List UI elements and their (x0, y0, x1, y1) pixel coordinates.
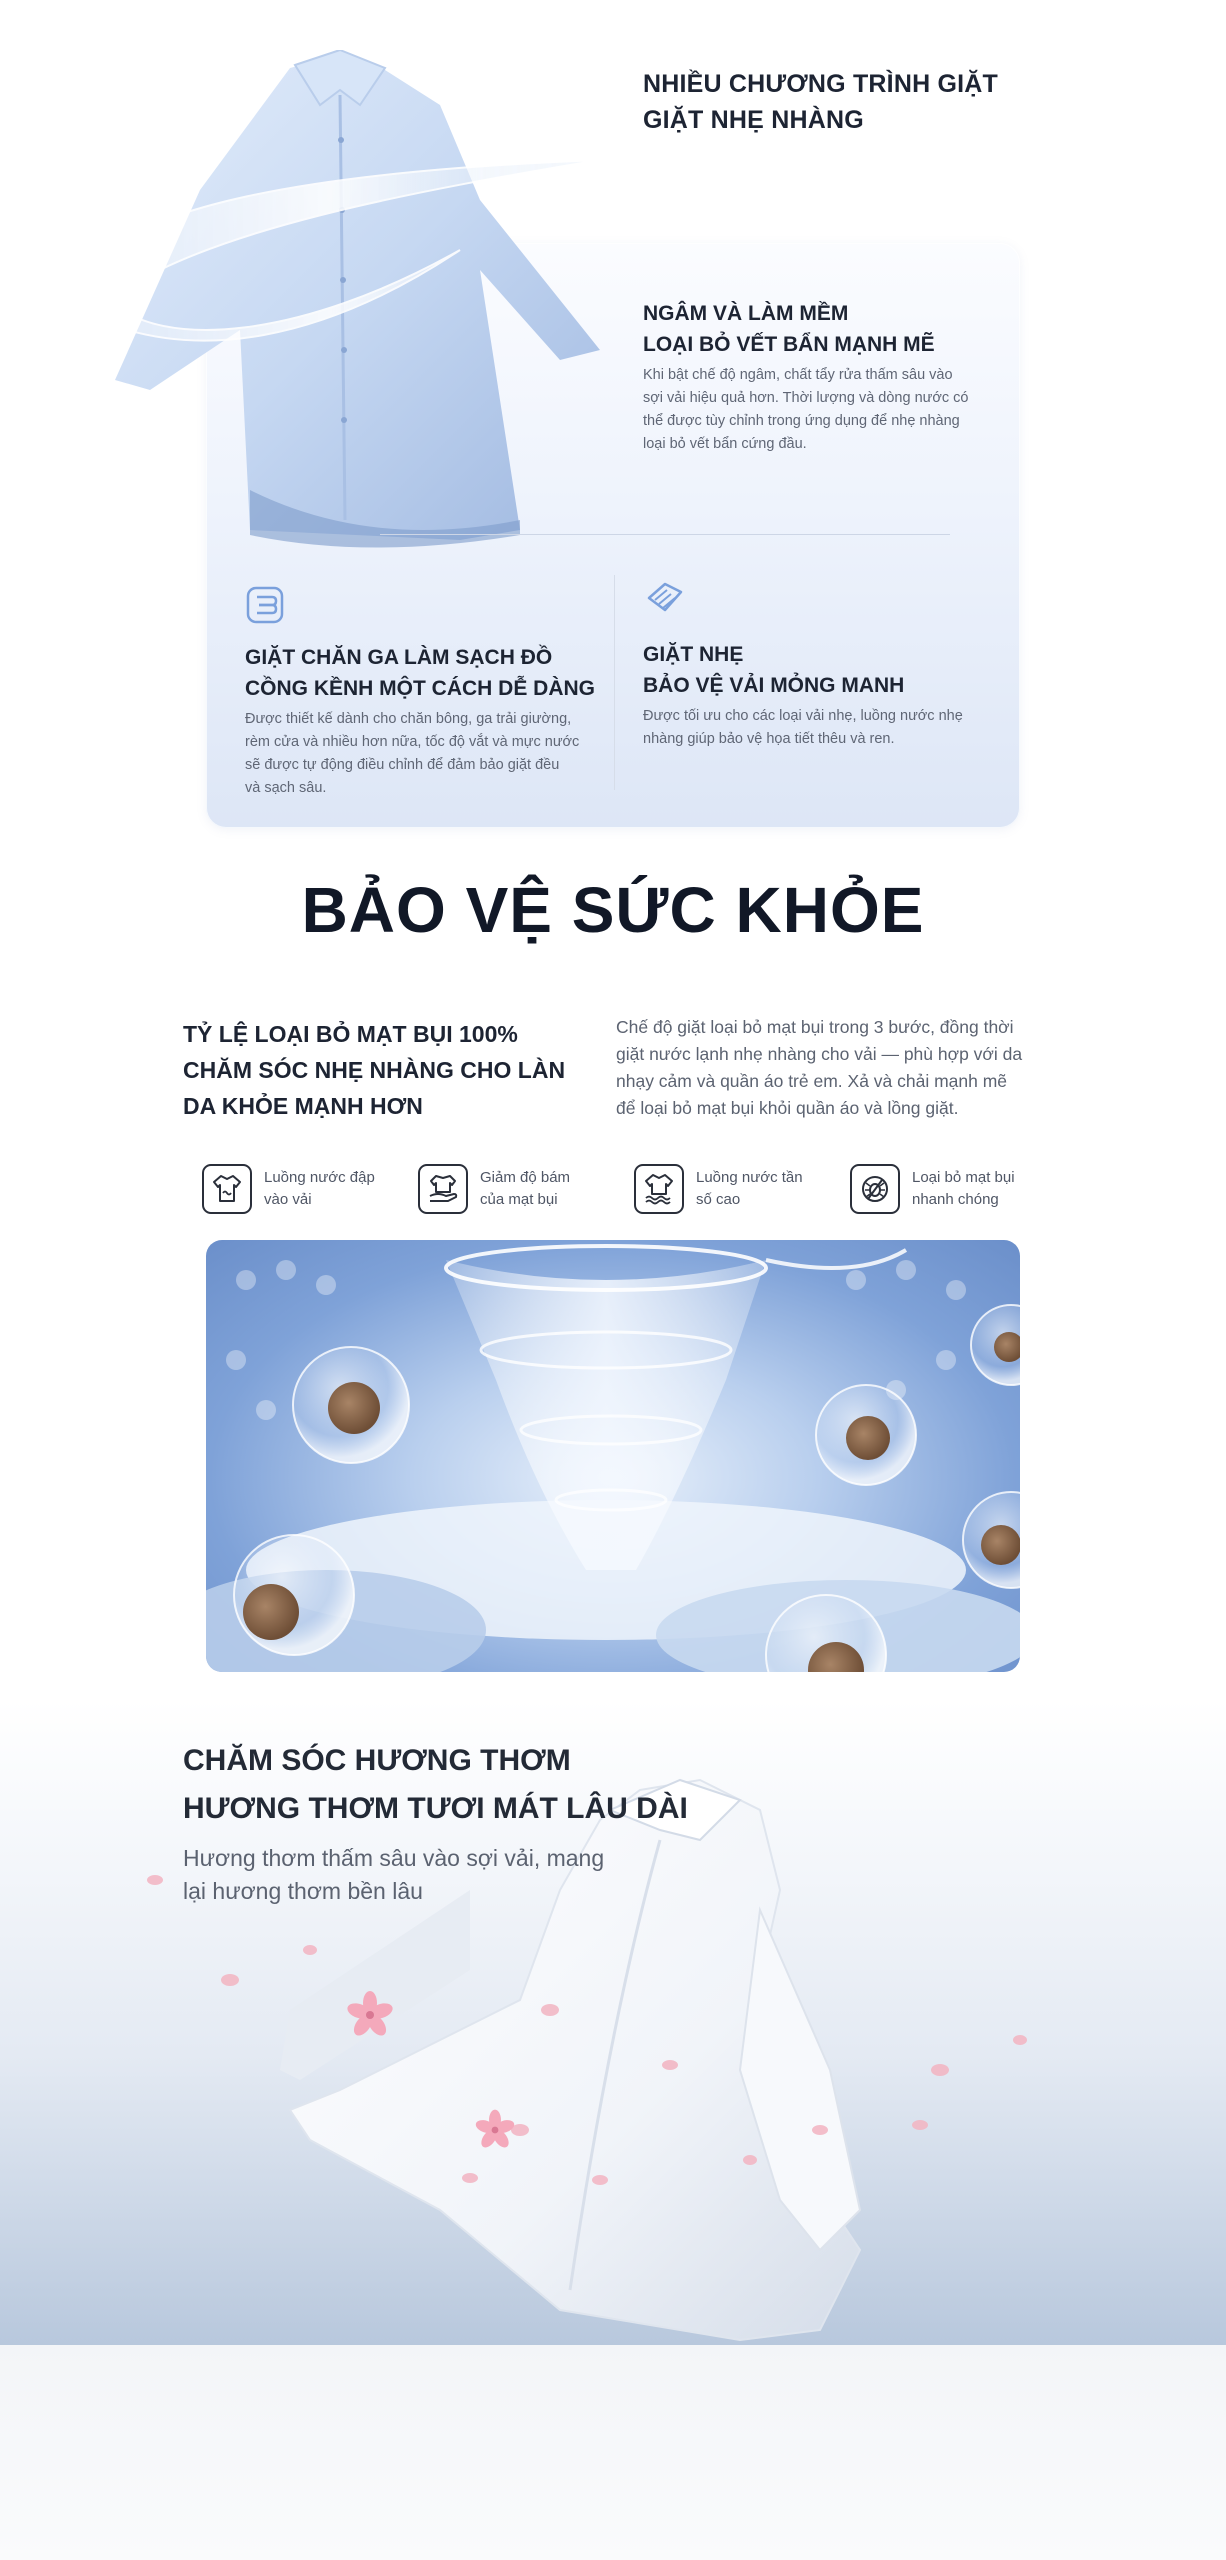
health-feature-label (264, 1167, 375, 1211)
page-footer-space (0, 2345, 1226, 2560)
health-feature-label-line1: Loại bỏ mạt bụi (912, 1169, 1015, 1186)
delicate-fabric-icon (643, 578, 687, 622)
dust-mite-bubble (234, 1535, 354, 1655)
health-feature-label-line1: Giảm độ bám (480, 1169, 571, 1186)
programs-title-line2: GIẶT NHẸ NHÀNG (643, 106, 864, 134)
bulky-heading-line2: CỒNG KỀNH MỘT CÁCH DỄ DÀNG (245, 677, 595, 700)
bulky-description-line1: Được thiết kế dành cho chăn bông, ga trải giường, (245, 711, 572, 727)
bulky-description-line3: sẽ được tự động điều chỉnh để đảm bảo giặt đều (245, 757, 560, 773)
health-feature-label-line2: số cao (696, 1191, 741, 1208)
water-vortex-dust-mite-image (206, 1240, 1020, 1672)
bulky-heading-line1: GIẶT CHĂN GA LÀM SẠCH ĐỒ (245, 646, 553, 669)
health-feature-label (696, 1167, 803, 1211)
health-description-line2: giặt nước lạnh nhẹ nhàng cho vải — phù hợp với da (616, 1044, 1023, 1064)
delicate-description (643, 705, 1013, 751)
bulky-description-line2: rèm cửa và nhiều hơn nữa, tốc độ vắt và mực nước (245, 734, 580, 750)
health-feature-label-line1: Luồng nước đập (264, 1169, 375, 1186)
soak-heading-line2: LOẠI BỎ VẾT BẨN MẠNH MẼ (643, 333, 935, 356)
delicate-description-line2: nhàng giúp bảo vệ họa tiết thêu và ren. (643, 731, 895, 747)
health-feature-label-line2: nhanh chóng (912, 1191, 999, 1208)
bulky-description (245, 708, 615, 800)
delicate-heading-line2: BẢO VỆ VẢI MỎNG MANH (643, 674, 905, 697)
dust-mite-bubble (963, 1492, 1020, 1588)
fragrance-description-line1: Hương thơm thấm sâu vào sợi vải, mang (183, 1845, 605, 1871)
fragrance-heading (183, 1737, 743, 1833)
health-description-line1: Chế độ giặt loại bỏ mạt bụi trong 3 bước, đồng thời (616, 1017, 1014, 1037)
delicate-description-line1: Được tối ưu cho các loại vải nhẹ, luồng nước nhẹ (643, 708, 963, 724)
bulky-feature (245, 585, 615, 800)
dust-mite-bubble (816, 1385, 916, 1485)
soak-description-line3: thể được tùy chỉnh trong ứng dụng để nhẹ nhàng (643, 413, 960, 429)
health-feature-label (912, 1167, 1015, 1211)
dust-mite-bubble (293, 1347, 409, 1463)
hand-wash-icon (418, 1164, 468, 1214)
blue-shirt-water-splash-image (40, 50, 680, 570)
health-heading-line3: DA KHỎE MẠNH HƠN (183, 1093, 423, 1119)
health-feature-label (480, 1167, 570, 1211)
soak-description-line4: loại bỏ vết bẩn cứng đầu. (643, 436, 807, 452)
health-heading (183, 1016, 603, 1124)
health-description-line3: nhạy cảm và quần áo trẻ em. Xả và chải mạnh mẽ (616, 1071, 1008, 1091)
health-section-title: BẢO VỆ SỨC KHỎE (301, 874, 925, 946)
fragrance-heading-line1: CHĂM SÓC HƯƠNG THƠM (183, 1744, 571, 1777)
soak-heading-line1: NGÂM VÀ LÀM MỀM (643, 302, 849, 325)
health-feature-label-line2: vào vải (264, 1191, 312, 1208)
health-feature-item (634, 1159, 850, 1219)
fragrance-description (183, 1842, 683, 1908)
shirt-water-icon (202, 1164, 252, 1214)
bulky-wash-icon (245, 585, 285, 625)
card-divider (380, 534, 950, 535)
bulky-description-line4: và sạch sâu. (245, 780, 327, 796)
soak-description (643, 364, 1023, 456)
soak-description-line1: Khi bật chế độ ngâm, chất tẩy rửa thấm sâu vào (643, 367, 953, 383)
health-feature-label-line2: của mạt bụi (480, 1191, 558, 1208)
health-feature-item (202, 1159, 418, 1219)
health-feature-item (850, 1159, 1032, 1219)
soak-feature (643, 298, 1023, 456)
fragrance-heading-line2: HƯƠNG THƠM TƯƠI MÁT LÂU DÀI (183, 1792, 688, 1825)
delicate-feature (643, 578, 1013, 751)
programs-title (643, 66, 1063, 138)
shirt-high-frequency-icon (634, 1164, 684, 1214)
health-description (616, 1014, 1066, 1122)
delicate-heading-line1: GIẶT NHẸ (643, 643, 744, 666)
health-feature-item (418, 1159, 634, 1219)
health-feature-label-line1: Luồng nước tần (696, 1169, 803, 1186)
water-vortex-illustration (206, 1240, 1020, 1672)
health-heading-line2: CHĂM SÓC NHẸ NHÀNG CHO LÀN (183, 1057, 566, 1083)
fragrance-description-line2: lại hương thơm bền lâu (183, 1878, 423, 1904)
mite-removal-icon (850, 1164, 900, 1214)
health-description-line4: để loại bỏ mạt bụi khỏi quần áo và lồng giặt. (616, 1098, 959, 1118)
health-heading-line1: TỶ LỆ LOẠI BỎ MẠT BỤI 100% (183, 1021, 518, 1047)
dust-mite-bubble (971, 1305, 1020, 1385)
programs-title-line1: NHIỀU CHƯƠNG TRÌNH GIẶT (643, 70, 998, 98)
soak-description-line2: sợi vải hiệu quả hơn. Thời lượng và dòng nước có (643, 390, 969, 406)
health-feature-row (202, 1159, 1032, 1219)
